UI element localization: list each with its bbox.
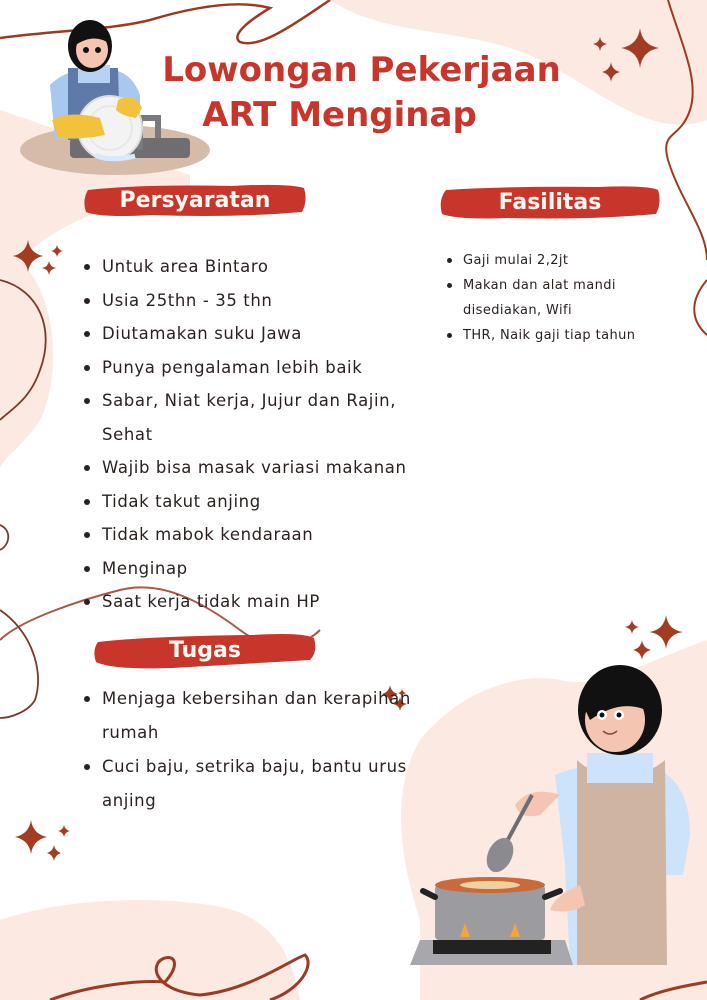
page-title-line2: ART Menginap: [202, 95, 477, 135]
woman-cooking-icon: [405, 665, 700, 980]
tugas-list: [76, 682, 436, 818]
list-item: Sabar, Niat kerja, Jujur dan Rajin, Sehat: [76, 384, 416, 451]
list-item: Cuci baju, setrika baju, bantu urus anjing: [76, 750, 436, 818]
list-item: Diutamakan suku Jawa: [76, 317, 416, 351]
fasilitas-heading: Fasilitas: [438, 182, 662, 222]
list-item: Menjaga kebersihan dan kerapihan rumah: [76, 682, 436, 750]
list-item: Untuk area Bintaro: [76, 250, 416, 284]
list-item: Usia 25thn - 35 thn: [76, 284, 416, 318]
list-item: Makan dan alat mandi disediakan, Wifi: [440, 273, 670, 323]
list-item: Gaji mulai 2,2jt: [440, 248, 670, 273]
persyaratan-list: [76, 250, 416, 619]
list-item: Tidak mabok kendaraan: [76, 518, 416, 552]
tugas-heading: Tugas: [92, 630, 318, 670]
list-item: Menginap: [76, 552, 416, 586]
list-item: Tidak takut anjing: [76, 485, 416, 519]
list-item: Wajib bisa masak variasi makanan: [76, 451, 416, 485]
list-item: Saat kerja tidak main HP: [76, 585, 416, 619]
fasilitas-list: [440, 248, 670, 348]
list-item: Punya pengalaman lebih baik: [76, 351, 416, 385]
list-item: THR, Naik gaji tiap tahun: [440, 323, 670, 348]
persyaratan-heading: Persyaratan: [82, 180, 308, 220]
page-title-line1: Lowongan Pekerjaan: [162, 50, 561, 90]
